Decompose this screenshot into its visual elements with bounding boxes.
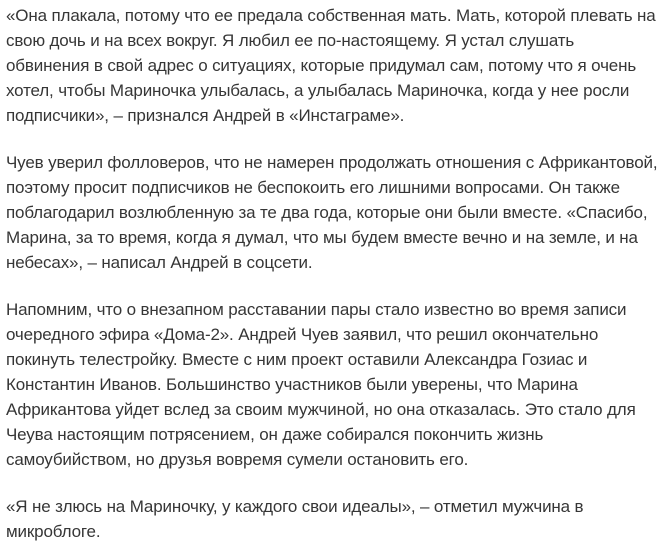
- article-paragraph-4: [6, 494, 662, 544]
- text-line: небесах», – написал Андрей в соцсети.: [6, 253, 313, 272]
- text-line: Чеува настоящим потрясением, он даже собирался покончить жизнь: [6, 425, 544, 444]
- text-line: Константин Иванов. Большинство участников были уверены, что Марина: [6, 375, 578, 394]
- text-line: «Я не злюсь на Мариночку, у каждого свои идеалы», – отметил мужчина в: [6, 497, 584, 516]
- text-line: хотел, чтобы Мариночка улыбалась, а улыбалась Мариночка, когда у нее росли: [6, 81, 630, 100]
- text-line: Напомним, что о внезапном расставании пары стало известно во время записи: [6, 300, 627, 319]
- text-line: Марина, за то время, когда я думал, что мы будем вместе вечно и на земле, и на: [6, 228, 638, 247]
- article-paragraph-3: [6, 297, 662, 472]
- text-line: очередного эфира «Дома-2». Андрей Чуев заявил, что решил окончательно: [6, 325, 599, 344]
- text-line: самоубийством, но друзья вовремя сумели остановить его.: [6, 450, 469, 469]
- article-paragraph-1: [6, 3, 662, 128]
- text-line: Африкантова уйдет вслед за своим мужчиной, но она отказалась. Это стало для: [6, 400, 636, 419]
- text-line: поэтому просит подписчиков не беспокоить его лишними вопросами. Он также: [6, 178, 620, 197]
- article-paragraph-2: [6, 150, 662, 275]
- text-line: покинуть телестройку. Вместе с ним проект оставили Александра Гозиас и: [6, 350, 588, 369]
- text-line: обвинения в свой адрес о ситуациях, которые придумал сам, потому что я очень: [6, 56, 637, 75]
- text-line: подписчики», – признался Андрей в «Инстаграме».: [6, 106, 405, 125]
- text-line: свою дочь и на всех вокруг. Я любил ее по-настоящему. Я устал слушать: [6, 31, 575, 50]
- text-line: «Она плакала, потому что ее предала собственная мать. Мать, которой плевать на: [6, 6, 656, 25]
- text-line: Чуев уверил фолловеров, что не намерен продолжать отношения с Африкантовой,: [6, 153, 658, 172]
- text-line: поблагодарил возлюбленную за те два года, которые они были вместе. «Спасибо,: [6, 203, 648, 222]
- text-line: микроблоге.: [6, 522, 101, 541]
